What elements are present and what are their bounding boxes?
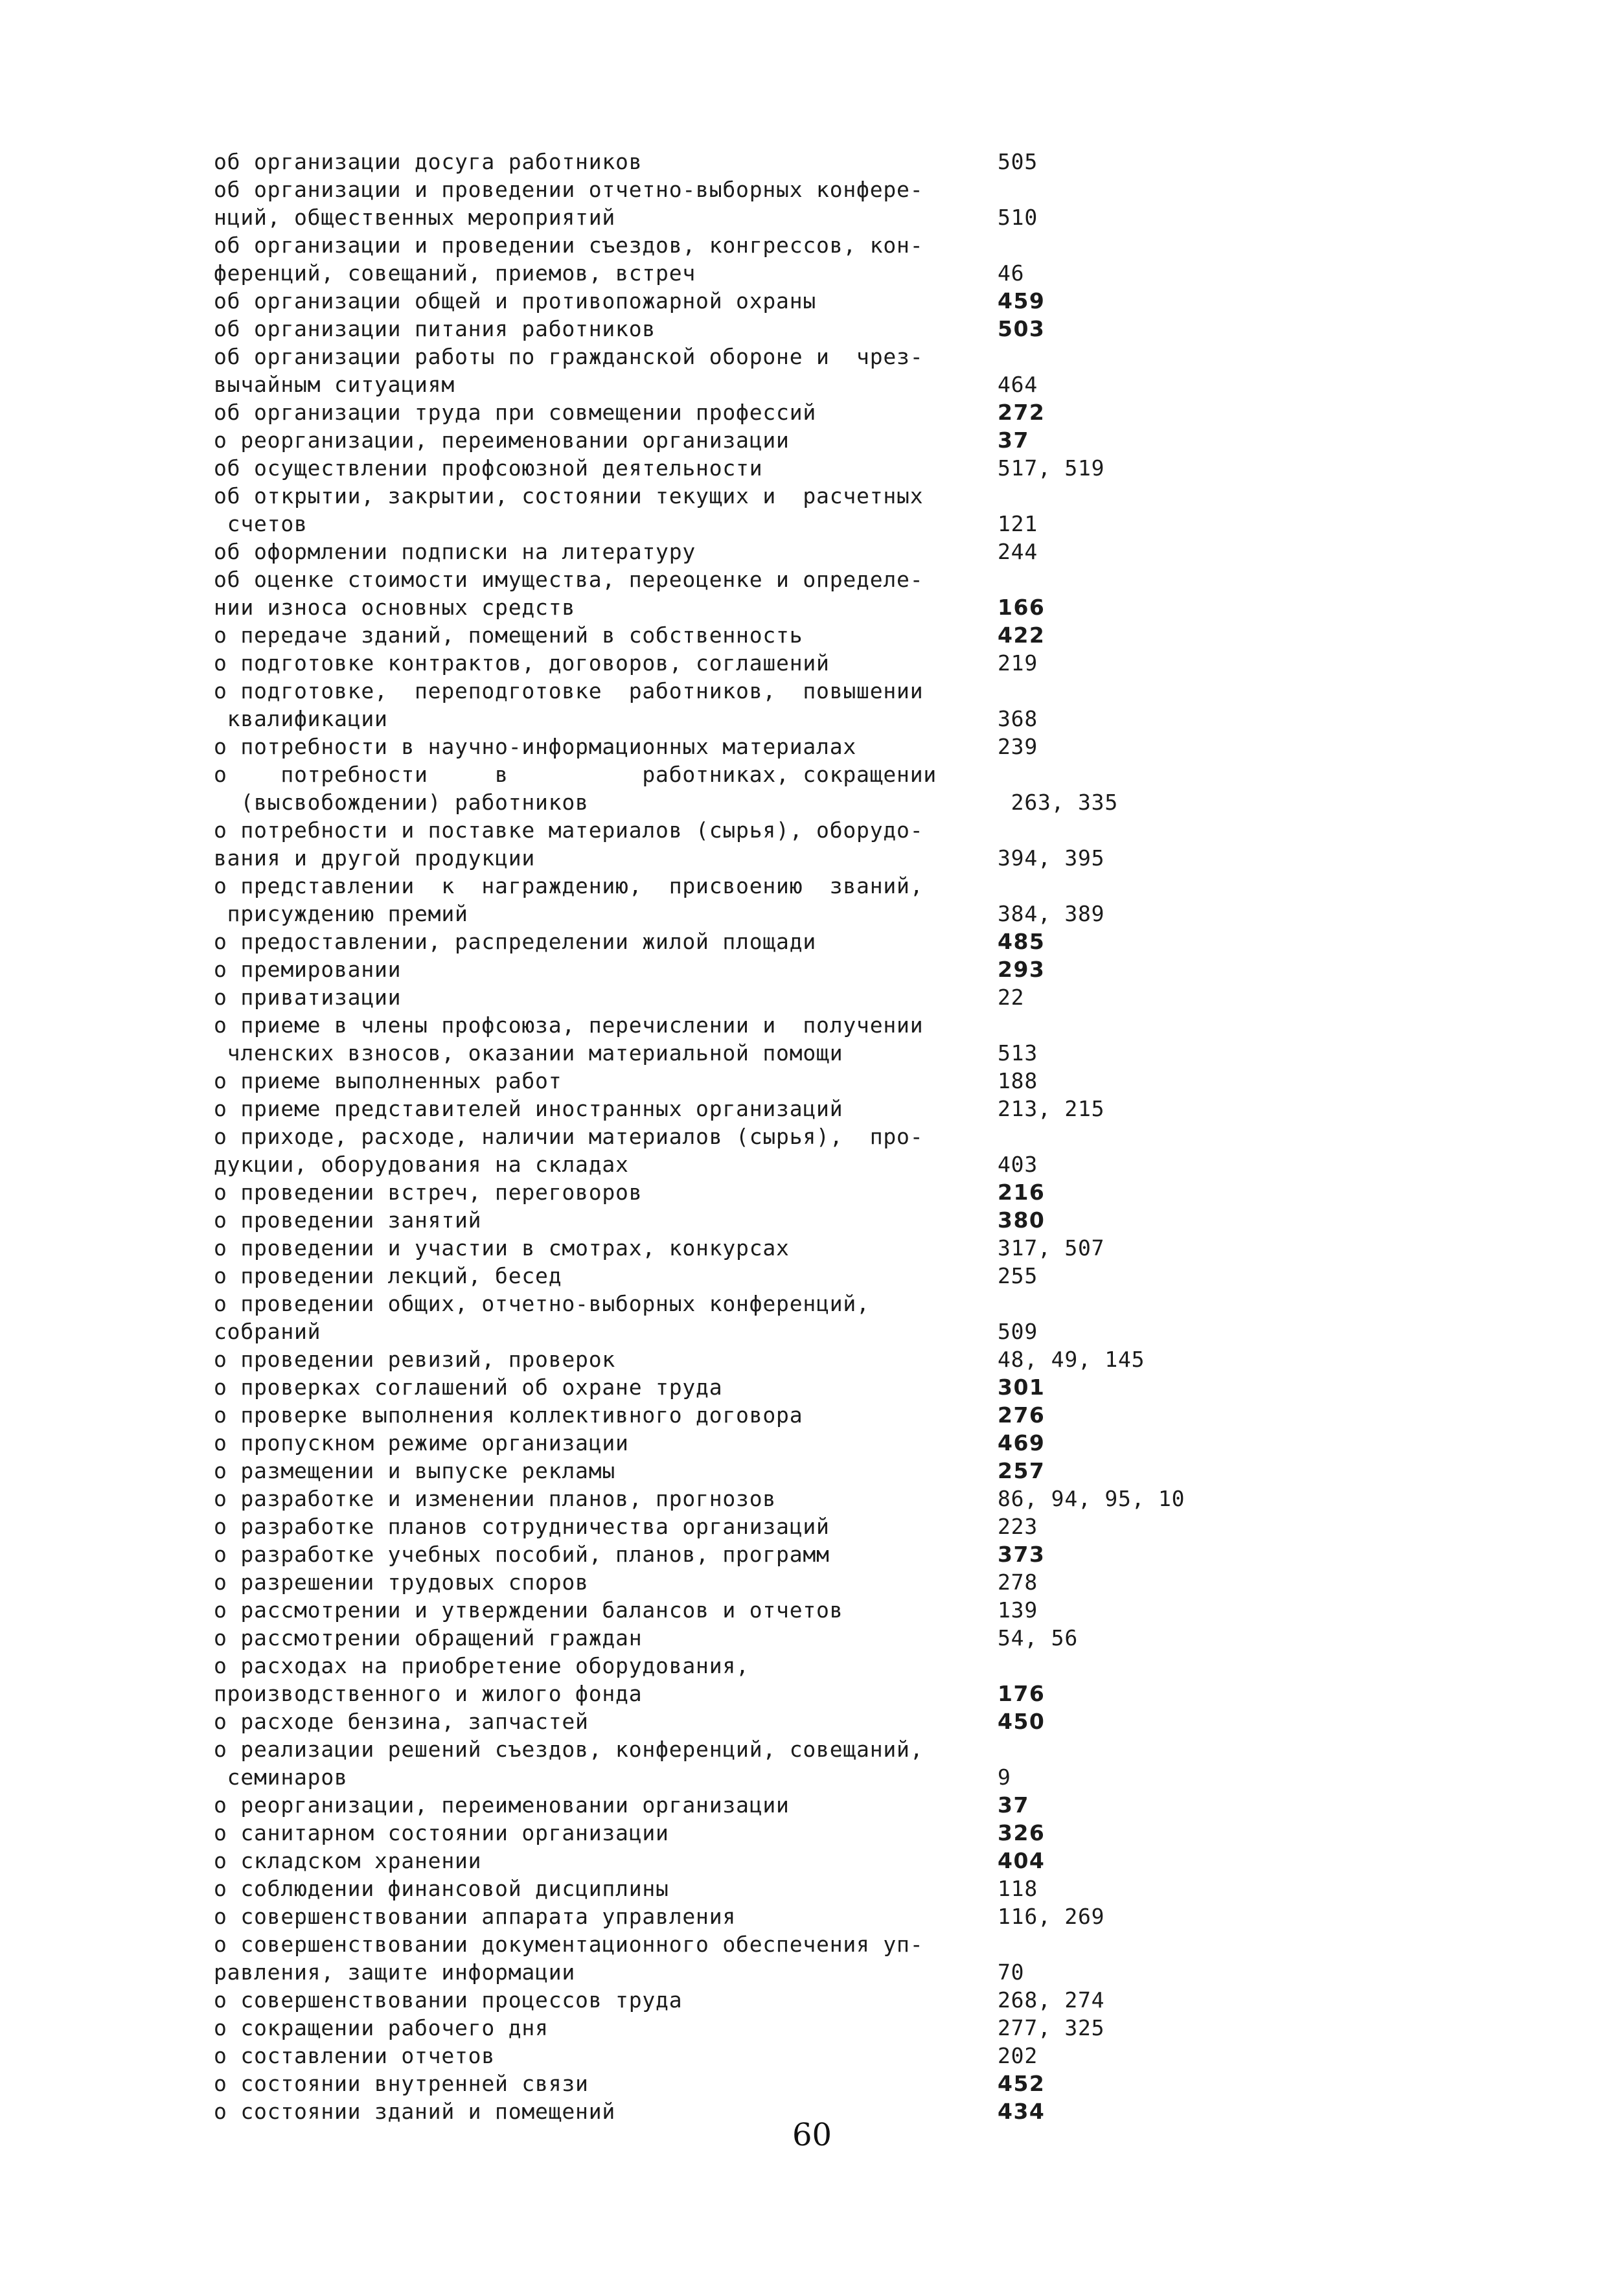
entry-text <box>214 649 998 677</box>
entry-text-line: об осуществлении профсоюзной деятельности <box>214 455 763 481</box>
entry-text <box>214 1095 998 1123</box>
entry-page-numbers: 450 <box>998 1709 1046 1734</box>
entry-text-line: о разработке и изменении планов, прогнозов <box>214 1486 777 1511</box>
entry-text-line: о состоянии внутренней связи <box>214 2071 589 2096</box>
entry-text <box>214 1791 998 1819</box>
entry-text <box>214 677 998 733</box>
index-entry <box>214 1568 1250 1596</box>
entry-page-numbers: 272 <box>998 400 1046 425</box>
entry-pages <box>998 983 1250 1011</box>
index-entry <box>214 315 1250 343</box>
entry-text <box>214 2070 998 2097</box>
entry-pages <box>998 1902 1250 1930</box>
index-entry <box>214 1652 1250 1707</box>
entry-text <box>214 733 998 760</box>
entry-pages <box>998 148 1250 176</box>
entry-text-line: о премировании <box>214 957 402 982</box>
index-entry <box>214 955 1250 983</box>
index-entry <box>214 148 1250 176</box>
index-entry <box>214 538 1250 565</box>
entry-page-numbers: 373 <box>998 1542 1046 1567</box>
page-number: 60 <box>792 2117 832 2153</box>
entry-text-line: о проверке выполнения коллективного договора <box>214 1402 803 1428</box>
entry-page-numbers: 37 <box>998 1792 1029 1818</box>
entry-text-line: о проведении общих, отчетно-выборных конференций, <box>214 1291 870 1316</box>
index-entry <box>214 928 1250 955</box>
entry-text-line: о совершенствовании документационного обеспечения уп- <box>214 1932 924 1957</box>
entry-page-numbers: 368 <box>998 706 1038 731</box>
entry-text <box>214 1568 998 1596</box>
entry-text-line: о рассмотрении обращений граждан <box>214 1625 643 1650</box>
entry-text <box>214 1540 998 1568</box>
entry-pages <box>998 565 1250 621</box>
entry-text <box>214 2042 998 2070</box>
entry-text-line: семинаров <box>214 1764 348 1790</box>
index-entry <box>214 1290 1250 1345</box>
entry-pages <box>998 426 1250 454</box>
entry-text <box>214 1290 998 1345</box>
entry-text <box>214 1067 998 1095</box>
entry-text <box>214 1819 998 1847</box>
entry-text-line: равления, защите информации <box>214 1959 576 1985</box>
entry-page-numbers: 223 <box>998 1514 1038 1539</box>
entry-text-line: о размещении и выпуске рекламы <box>214 1458 616 1483</box>
entry-text-line: о проведении встреч, переговоров <box>214 1180 643 1205</box>
entry-page-numbers: 277, 325 <box>998 2015 1105 2040</box>
entry-text-line: о расходах на приобретение оборудования, <box>214 1653 749 1678</box>
entry-page-numbers: 276 <box>998 1402 1046 1428</box>
entry-text-line: о предоставлении, распределении жилой площади <box>214 929 817 954</box>
entry-text-line: о разработке планов сотрудничества организаций <box>214 1514 830 1539</box>
entry-pages <box>998 1345 1250 1373</box>
index-entry <box>214 1875 1250 1902</box>
index-entry <box>214 1206 1250 1234</box>
entry-text <box>214 287 998 315</box>
index-entry <box>214 1345 1250 1373</box>
entry-page-numbers: 380 <box>998 1207 1046 1233</box>
entry-text-line: об оформлении подписки на литературу <box>214 539 696 564</box>
entry-pages <box>998 454 1250 482</box>
entry-text <box>214 1652 998 1707</box>
entry-text <box>214 955 998 983</box>
index-entry <box>214 983 1250 1011</box>
entry-text-line: о расходе бензина, запчастей <box>214 1709 589 1734</box>
entry-pages <box>998 315 1250 343</box>
index-entry <box>214 2070 1250 2097</box>
entry-page-numbers: 459 <box>998 288 1046 314</box>
entry-page-numbers: 244 <box>998 539 1038 564</box>
subject-index-list <box>214 148 1250 2125</box>
entry-pages <box>998 1847 1250 1875</box>
entry-text-line: счетов <box>214 511 308 536</box>
entry-text-line: нии износа основных средств <box>214 595 576 620</box>
entry-pages <box>998 760 1250 816</box>
entry-text <box>214 1401 998 1429</box>
entry-text <box>214 231 998 287</box>
index-entry <box>214 454 1250 482</box>
entry-pages <box>998 1457 1250 1485</box>
entry-text-line: дукции, оборудования на складах <box>214 1152 629 1177</box>
entry-pages <box>998 677 1250 733</box>
entry-text-line: членских взносов, оказании материальной помощи <box>214 1040 843 1066</box>
entry-text-line: о реорганизации, переименовании организации <box>214 1792 790 1818</box>
entry-text-line: о совершенствовании аппарата управления <box>214 1904 737 1929</box>
entry-text-line: о потребности и поставке материалов (сырья), оборудо- <box>214 817 924 843</box>
entry-page-numbers: 464 <box>998 372 1038 397</box>
index-entry <box>214 1902 1250 1930</box>
entry-page-numbers: 509 <box>998 1319 1038 1344</box>
index-entry <box>214 482 1250 538</box>
index-entry <box>214 1262 1250 1290</box>
entry-text <box>214 176 998 231</box>
entry-text-line: о проверках соглашений об охране труда <box>214 1375 723 1400</box>
entry-text <box>214 1485 998 1513</box>
entry-text-line: (высвобождении) работников <box>214 790 589 815</box>
entry-page-numbers: 503 <box>998 316 1046 341</box>
entry-text <box>214 454 998 482</box>
entry-text <box>214 398 998 426</box>
entry-pages <box>998 649 1250 677</box>
entry-pages <box>998 1290 1250 1345</box>
entry-page-numbers: 46 <box>998 260 1025 286</box>
entry-page-numbers: 118 <box>998 1876 1038 1901</box>
entry-text-line: о потребности в работниках, сокращении <box>214 762 937 787</box>
entry-text <box>214 1011 998 1067</box>
entry-pages <box>998 1652 1250 1707</box>
entry-text <box>214 1429 998 1457</box>
entry-pages <box>998 482 1250 538</box>
entry-page-numbers: 326 <box>998 1820 1046 1845</box>
index-entry <box>214 343 1250 398</box>
entry-text <box>214 872 998 928</box>
entry-page-numbers: 9 <box>998 1764 1011 1790</box>
entry-text-line: о приеме выполненных работ <box>214 1068 562 1093</box>
entry-text <box>214 565 998 621</box>
entry-text-line: об организации питания работников <box>214 316 656 341</box>
entry-text <box>214 1624 998 1652</box>
entry-text-line: вания и другой продукции <box>214 845 536 871</box>
entry-text-line: об организации и проведении съездов, конгрессов, кон- <box>214 233 924 258</box>
entry-pages <box>998 231 1250 287</box>
entry-text-line: о санитарном состоянии организации <box>214 1820 669 1845</box>
index-entry <box>214 1011 1250 1067</box>
index-entry <box>214 621 1250 649</box>
entry-page-numbers: 317, 507 <box>998 1235 1105 1261</box>
index-entry <box>214 649 1250 677</box>
index-entry <box>214 426 1250 454</box>
entry-pages <box>998 1875 1250 1902</box>
entry-text-line: о составлении отчетов <box>214 2043 496 2068</box>
index-entry <box>214 1401 1250 1429</box>
entry-pages <box>998 2070 1250 2097</box>
entry-text-line: об оценке стоимости имущества, переоценке и определе- <box>214 567 924 592</box>
entry-page-numbers: 394, 395 <box>998 845 1105 871</box>
index-entry <box>214 1178 1250 1206</box>
entry-pages <box>998 1930 1250 1986</box>
entry-text-line: вычайным ситуациям <box>214 372 455 397</box>
entry-text <box>214 343 998 398</box>
entry-text <box>214 538 998 565</box>
entry-text-line: квалификации <box>214 706 388 731</box>
entry-page-numbers: 188 <box>998 1068 1038 1093</box>
entry-text <box>214 315 998 343</box>
entry-text-line: нций, общественных мероприятий <box>214 205 616 230</box>
entry-pages <box>998 1485 1250 1513</box>
index-entry <box>214 1624 1250 1652</box>
index-entry <box>214 1095 1250 1123</box>
entry-page-numbers: 301 <box>998 1375 1046 1400</box>
entry-text <box>214 426 998 454</box>
entry-pages <box>998 2042 1250 2070</box>
entry-pages <box>998 1123 1250 1178</box>
entry-text-line: о реорганизации, переименовании организации <box>214 428 790 453</box>
entry-page-numbers: 268, 274 <box>998 1987 1105 2013</box>
index-entry <box>214 176 1250 231</box>
entry-page-numbers: 293 <box>998 957 1046 982</box>
index-entry <box>214 1067 1250 1095</box>
entry-pages <box>998 343 1250 398</box>
entry-text-line: о подготовке, переподготовке работников, повышении <box>214 678 924 703</box>
entry-page-numbers: 517, 519 <box>998 455 1105 481</box>
entry-text-line: о потребности в научно-информационных материалах <box>214 734 857 759</box>
entry-page-numbers: 469 <box>998 1430 1046 1456</box>
entry-pages <box>998 287 1250 315</box>
index-entry <box>214 1986 1250 2014</box>
entry-pages <box>998 928 1250 955</box>
entry-text <box>214 760 998 816</box>
entry-text-line: о реализации решений съездов, конференций, совещаний, <box>214 1737 924 1762</box>
entry-page-numbers: 70 <box>998 1959 1025 1985</box>
entry-text-line: о проведении ревизий, проверок <box>214 1347 616 1372</box>
entry-pages <box>998 621 1250 649</box>
entry-pages <box>998 872 1250 928</box>
entry-page-numbers: 54, 56 <box>998 1625 1079 1650</box>
entry-pages <box>998 1707 1250 1735</box>
entry-pages <box>998 1735 1250 1791</box>
entry-text-line: об организации и проведении отчетно-выборных конфере- <box>214 177 924 202</box>
entry-page-numbers: 48, 49, 145 <box>998 1347 1145 1372</box>
index-entry <box>214 1707 1250 1735</box>
entry-page-numbers: 434 <box>998 2099 1046 2124</box>
entry-pages <box>998 2014 1250 2042</box>
index-entry <box>214 1234 1250 1262</box>
index-entry <box>214 1540 1250 1568</box>
entry-pages <box>998 1596 1250 1624</box>
entry-text-line: о разработке учебных пособий, планов, программ <box>214 1542 830 1567</box>
entry-text <box>214 1373 998 1401</box>
entry-text <box>214 1707 998 1735</box>
entry-text-line: о проведении занятий <box>214 1207 482 1233</box>
entry-text <box>214 1234 998 1262</box>
entry-page-numbers: 510 <box>998 205 1038 230</box>
entry-pages <box>998 176 1250 231</box>
entry-page-numbers: 505 <box>998 149 1038 174</box>
entry-page-numbers: 263, 335 <box>998 790 1119 815</box>
entry-text <box>214 1262 998 1290</box>
index-entry <box>214 231 1250 287</box>
entry-pages <box>998 538 1250 565</box>
entry-text <box>214 1345 998 1373</box>
entry-text <box>214 482 998 538</box>
index-entry <box>214 733 1250 760</box>
entry-text <box>214 1513 998 1540</box>
entry-text-line: о приеме представителей иностранных организаций <box>214 1096 843 1121</box>
index-entry <box>214 398 1250 426</box>
entry-page-numbers: 22 <box>998 985 1025 1010</box>
entry-text-line: о рассмотрении и утверждении балансов и отчетов <box>214 1597 843 1623</box>
index-entry <box>214 760 1250 816</box>
entry-page-numbers: 37 <box>998 428 1029 453</box>
entry-page-numbers: 121 <box>998 511 1038 536</box>
entry-pages <box>998 1095 1250 1123</box>
entry-pages <box>998 1206 1250 1234</box>
entry-pages <box>998 1401 1250 1429</box>
index-entry <box>214 1819 1250 1847</box>
index-entry <box>214 1485 1250 1513</box>
index-entry <box>214 1847 1250 1875</box>
entry-page-numbers: 422 <box>998 622 1046 648</box>
entry-pages <box>998 1819 1250 1847</box>
entry-text <box>214 1457 998 1485</box>
entry-page-numbers: 219 <box>998 650 1038 676</box>
index-entry <box>214 1735 1250 1791</box>
index-entry <box>214 1373 1250 1401</box>
entry-text <box>214 1986 998 2014</box>
entry-page-numbers: 213, 215 <box>998 1096 1105 1121</box>
index-entry <box>214 2042 1250 2070</box>
index-entry <box>214 1596 1250 1624</box>
entry-text <box>214 1847 998 1875</box>
entry-text <box>214 1123 998 1178</box>
entry-page-numbers: 384, 389 <box>998 901 1105 926</box>
entry-pages <box>998 816 1250 872</box>
entry-text <box>214 1596 998 1624</box>
index-entry <box>214 1123 1250 1178</box>
entry-pages <box>998 1262 1250 1290</box>
entry-pages <box>998 955 1250 983</box>
index-entry <box>214 1930 1250 1986</box>
index-entry <box>214 2014 1250 2042</box>
entry-pages <box>998 1011 1250 1067</box>
entry-text <box>214 148 998 176</box>
entry-page-numbers: 452 <box>998 2071 1046 2096</box>
entry-text <box>214 621 998 649</box>
entry-page-numbers: 116, 269 <box>998 1904 1105 1929</box>
entry-page-numbers: 404 <box>998 1848 1046 1873</box>
entry-page-numbers: 403 <box>998 1152 1038 1177</box>
index-entry <box>214 677 1250 733</box>
index-entry <box>214 1429 1250 1457</box>
entry-page-numbers: 176 <box>998 1681 1046 1706</box>
entry-text <box>214 928 998 955</box>
entry-pages <box>998 1791 1250 1819</box>
entry-pages <box>998 733 1250 760</box>
entry-text-line: о приеме в члены профсоюза, перечислении и получении <box>214 1012 924 1038</box>
index-entry <box>214 1513 1250 1540</box>
entry-text-line: о представлении к награждению, присвоению званий, <box>214 873 924 898</box>
entry-page-numbers: 239 <box>998 734 1038 759</box>
entry-page-numbers: 257 <box>998 1458 1046 1483</box>
entry-text-line: о сокращении рабочего дня <box>214 2015 549 2040</box>
entry-text-line: об организации досуга работников <box>214 149 643 174</box>
entry-text-line: о передаче зданий, помещений в собственность <box>214 622 803 648</box>
entry-page-numbers: 513 <box>998 1040 1038 1066</box>
entry-text-line: о проведении лекций, бесед <box>214 1263 562 1288</box>
entry-text-line: о приватизации <box>214 985 402 1010</box>
entry-page-numbers: 139 <box>998 1597 1038 1623</box>
entry-text <box>214 816 998 872</box>
entry-pages <box>998 1178 1250 1206</box>
entry-pages <box>998 1429 1250 1457</box>
entry-text-line: ференций, совещаний, приемов, встреч <box>214 260 696 286</box>
entry-page-numbers: 86, 94, 95, 10 <box>998 1486 1185 1511</box>
entry-text-line: присуждению премий <box>214 901 468 926</box>
entry-pages <box>998 1624 1250 1652</box>
index-entry <box>214 872 1250 928</box>
index-entry <box>214 565 1250 621</box>
entry-text <box>214 1206 998 1234</box>
entry-text <box>214 1178 998 1206</box>
entry-text-line: о разрешении трудовых споров <box>214 1570 589 1595</box>
entry-page-numbers: 278 <box>998 1570 1038 1595</box>
entry-pages <box>998 1568 1250 1596</box>
entry-page-numbers: 202 <box>998 2043 1038 2068</box>
index-entry <box>214 287 1250 315</box>
entry-text-line: о подготовке контрактов, договоров, соглашений <box>214 650 830 676</box>
entry-text <box>214 1875 998 1902</box>
entry-text-line: производственного и жилого фонда <box>214 1681 643 1706</box>
entry-text-line: о проведении и участии в смотрах, конкурсах <box>214 1235 790 1261</box>
entry-page-numbers: 485 <box>998 929 1046 954</box>
entry-text-line: об организации труда при совмещении профессий <box>214 400 817 425</box>
entry-pages <box>998 1373 1250 1401</box>
entry-text-line: о соблюдении финансовой дисциплины <box>214 1876 669 1901</box>
entry-text <box>214 1930 998 1986</box>
entry-pages <box>998 1067 1250 1095</box>
entry-pages <box>998 1986 1250 2014</box>
entry-text-line: собраний <box>214 1319 321 1344</box>
entry-text-line: о пропускном режиме организации <box>214 1430 629 1456</box>
entry-text-line: о приходе, расходе, наличии материалов (сырья), про- <box>214 1124 924 1149</box>
index-entry <box>214 1791 1250 1819</box>
entry-text-line: об организации работы по гражданской обороне и чрез- <box>214 344 924 369</box>
entry-text-line: о совершенствовании процессов труда <box>214 1987 683 2013</box>
entry-text <box>214 2014 998 2042</box>
entry-text <box>214 1735 998 1791</box>
entry-text-line: о складском хранении <box>214 1848 482 1873</box>
entry-page-numbers: 166 <box>998 595 1046 620</box>
entry-pages <box>998 1513 1250 1540</box>
entry-page-numbers: 255 <box>998 1263 1038 1288</box>
entry-pages <box>998 1540 1250 1568</box>
entry-text-line: об открытии, закрытии, состоянии текущих и расчетных <box>214 483 924 508</box>
entry-text-line: об организации общей и противопожарной охраны <box>214 288 817 314</box>
entry-pages <box>998 1234 1250 1262</box>
index-entry <box>214 1457 1250 1485</box>
entry-page-numbers: 216 <box>998 1180 1046 1205</box>
entry-pages <box>998 398 1250 426</box>
entry-text <box>214 983 998 1011</box>
entry-text <box>214 1902 998 1930</box>
index-entry <box>214 816 1250 872</box>
entry-text-line: о состоянии зданий и помещений <box>214 2099 616 2124</box>
